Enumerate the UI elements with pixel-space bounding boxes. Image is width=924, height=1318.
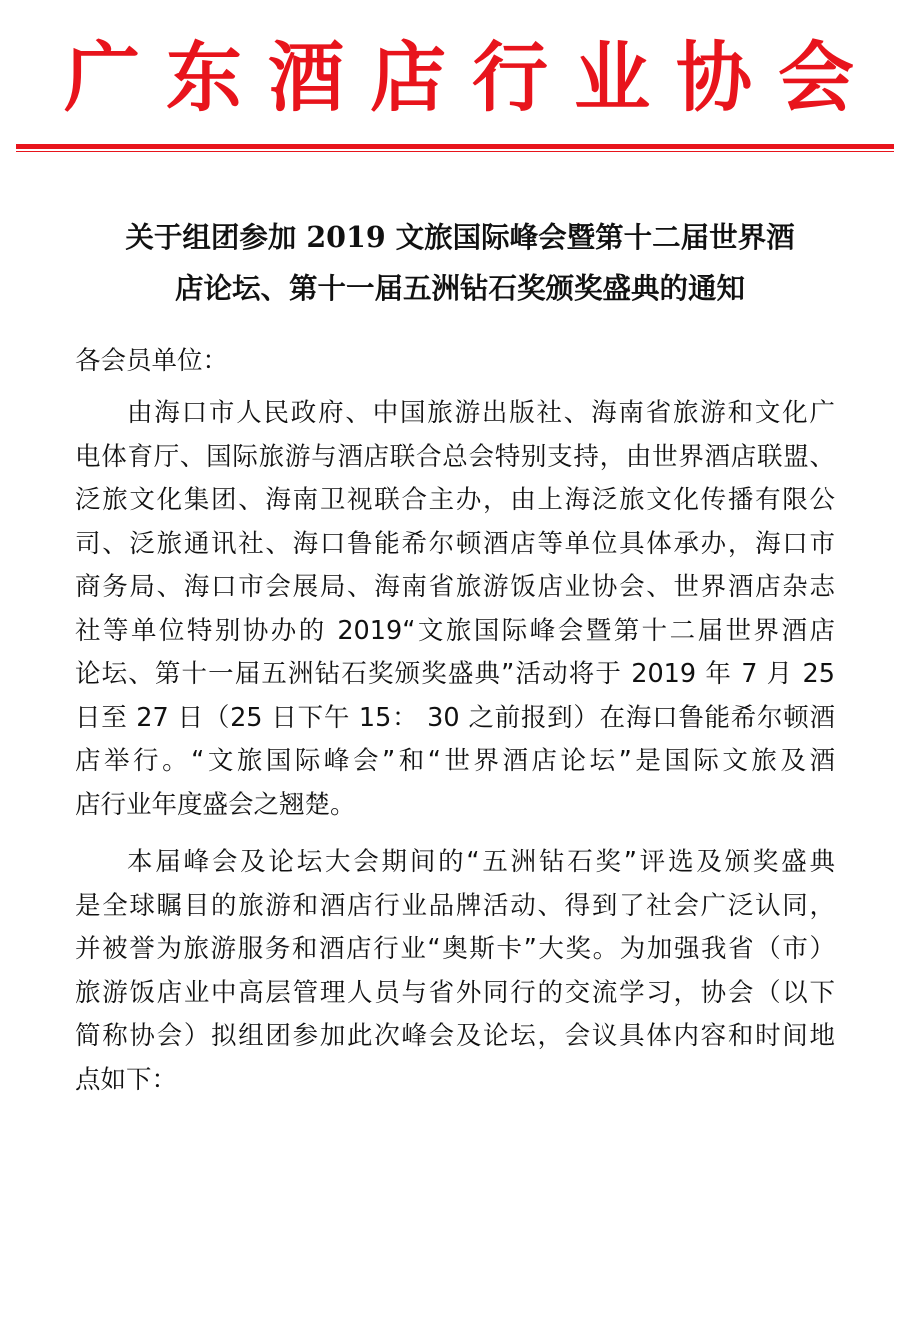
paragraph-line: 司、泛旅通讯社、海口鲁能希尔顿酒店等单位具体承办，海口市 (75, 528, 835, 559)
paragraph-line: 点如下： (75, 1064, 178, 1095)
paragraph-line: 日至 27 日（25 日下午 15： 30 之前报到）在海口鲁能希尔顿酒 (75, 702, 835, 733)
paragraph-line: 泛旅文化集团、海南卫视联合主办，由上海泛旅文化传播有限公 (75, 485, 835, 515)
salutation: 各会员单位： (75, 346, 229, 376)
paragraph-line: 是全球瞩目的旅游和酒店行业品牌活动、得到了社会广泛认同， (75, 890, 835, 921)
paragraph-1 (75, 392, 835, 827)
letterhead-red-rule-thin (16, 151, 894, 152)
paragraph-line: 简称协会）拟组团参加此次峰会及论坛，会议具体内容和时间地 (75, 1021, 835, 1051)
paragraph-line: 店举行。“文旅国际峰会”和“世界酒店论坛”是国际文旅及酒 (75, 746, 835, 776)
paragraph-line: 社等单位特别协办的 2019“文旅国际峰会暨第十二届世界酒店 (75, 615, 835, 646)
paragraph-line: 商务局、海口市会展局、海南省旅游饭店业协会、世界酒店杂志 (75, 572, 835, 602)
document-title-line: 店论坛、第十一届五洲钻石奖颁奖盛典的通知 (174, 271, 745, 305)
document-title (60, 212, 860, 314)
paragraph-line: 由海口市人民政府、中国旅游出版社、海南省旅游和文化广 (127, 398, 835, 428)
document-title-line: 关于组团参加 2019 文旅国际峰会暨第十二届世界酒 (125, 220, 795, 254)
paragraph-line: 并被誉为旅游服务和酒店行业“奥斯卡”大奖。为加强我省（市） (75, 934, 835, 964)
letterhead-red-rule (16, 144, 894, 149)
paragraph-line: 店行业年度盛会之翘楚。 (75, 789, 356, 820)
letterhead-org-name: 广东酒店行业协会 (64, 33, 880, 122)
document-body (75, 340, 835, 1102)
paragraph-line: 旅游饭店业中高层管理人员与省外同行的交流学习，协会（以下 (75, 977, 835, 1008)
paragraph-line: 论坛、第十一届五洲钻石奖颁奖盛典”活动将于 2019 年 7 月 25 (75, 659, 835, 689)
paragraph-2 (75, 841, 835, 1102)
paragraph-line: 本届峰会及论坛大会期间的“五洲钻石奖”评选及颁奖盛典 (127, 847, 835, 877)
paragraph-line: 电体育厅、国际旅游与酒店联合总会特别支持，由世界酒店联盟、 (75, 441, 835, 472)
